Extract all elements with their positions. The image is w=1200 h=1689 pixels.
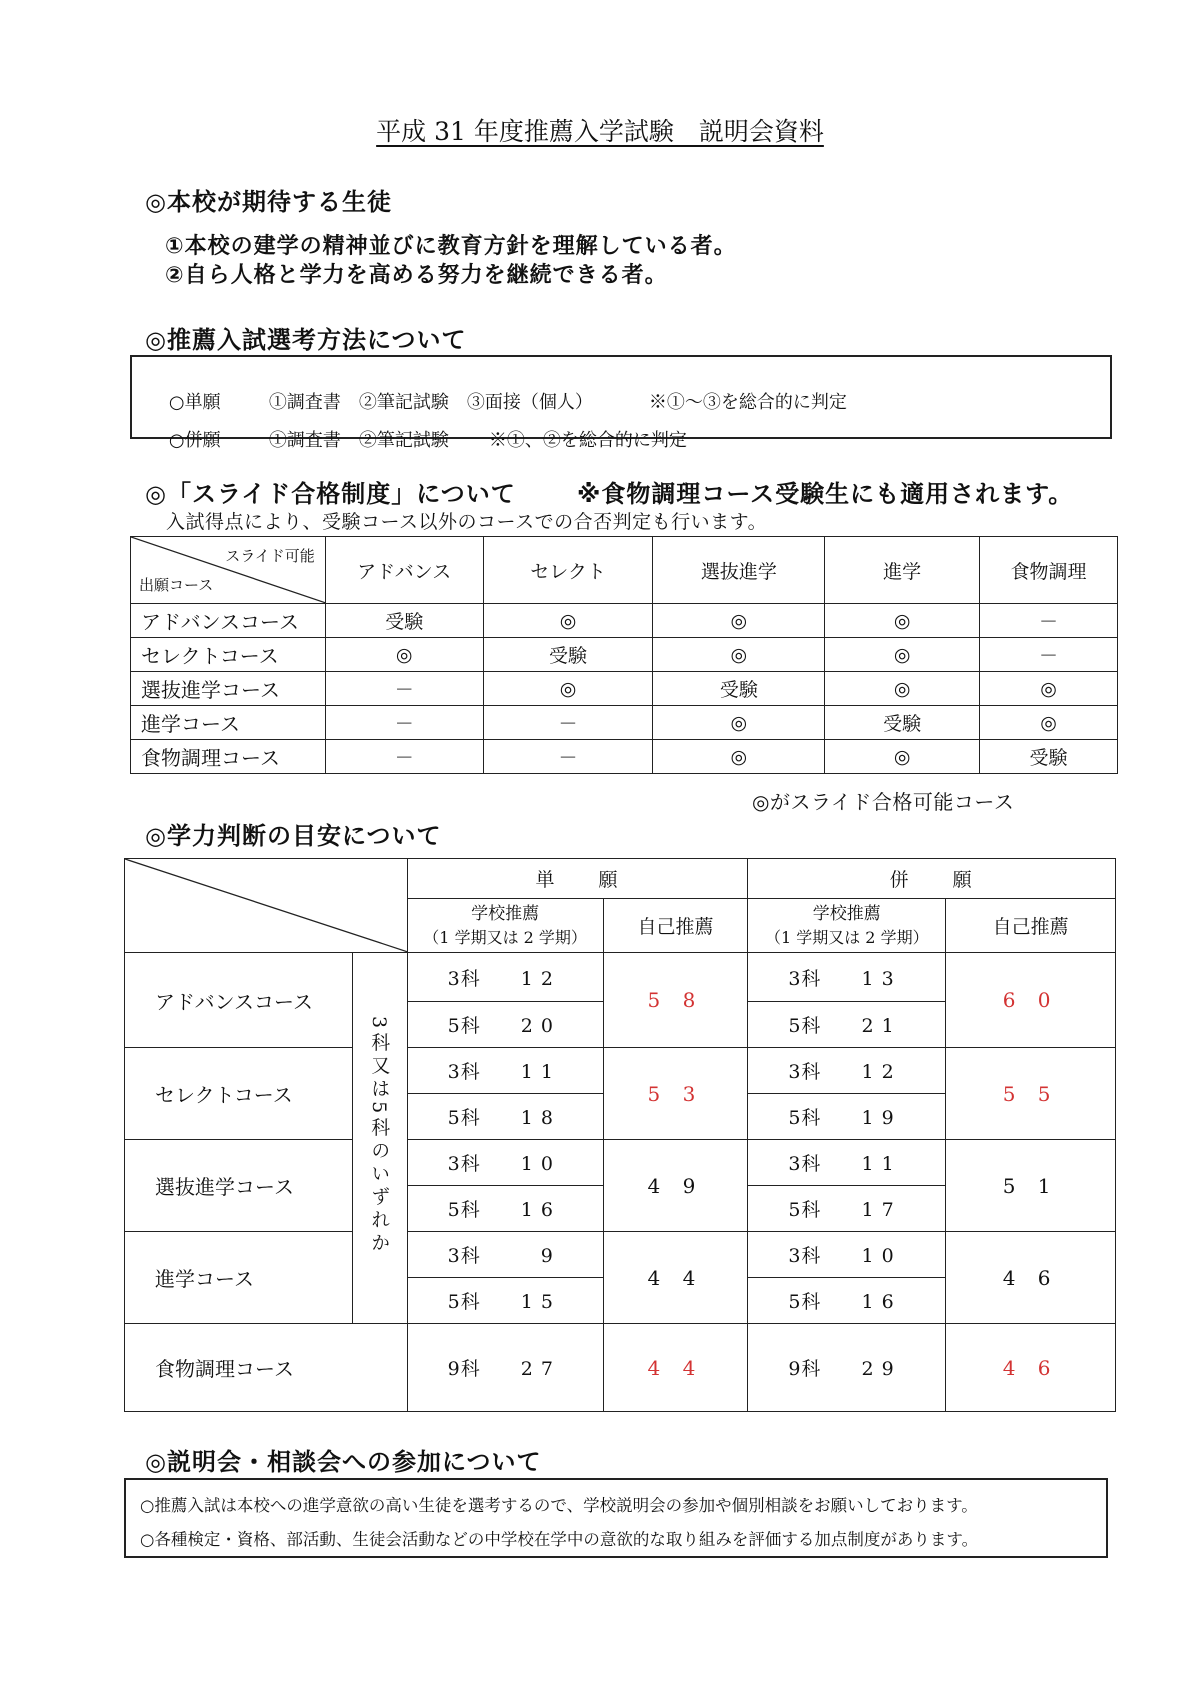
score-cell: 5科 1 8 — [407, 1094, 603, 1140]
slide-description: 入試得点により、受験コース以外のコースでの合否判定も行います。 — [166, 511, 768, 533]
school-rec-term: （1 学期又は 2 学期） — [764, 927, 929, 947]
score-course-label: セレクトコース — [125, 1048, 353, 1140]
method-items: ①調査書 ②筆記試験 ③面接（個人） — [268, 392, 593, 413]
slide-corner-cell — [131, 537, 326, 604]
score-cell: 3科 1 3 — [748, 953, 946, 1002]
self-score: 5 3 — [603, 1048, 748, 1140]
slide-row-label: セレクトコース — [131, 638, 326, 672]
score-cell: 3科 1 2 — [407, 953, 603, 1002]
school-rec-header — [748, 899, 946, 953]
slide-row-label: 食物調理コース — [131, 740, 326, 774]
table-row — [131, 740, 1118, 774]
table-row — [125, 1324, 1116, 1412]
method-type: ○単願 — [168, 392, 221, 413]
slide-cell: ◎ — [980, 706, 1118, 740]
slide-cell: ◎ — [325, 638, 483, 672]
method-items: ①調査書 ②筆記試験 — [268, 430, 449, 451]
slide-cell: ◎ — [825, 672, 980, 706]
slide-cell: － — [980, 638, 1118, 672]
slide-heading-note: ※食物調理コース受験生にも適用されます。 — [577, 480, 1074, 508]
slide-cell: ◎ — [653, 604, 825, 638]
corner-top-label: スライド可能 — [225, 547, 315, 565]
slide-row-label: 選抜進学コース — [131, 672, 326, 706]
score-cell: 3科 1 0 — [748, 1232, 946, 1278]
score-cell: 5科 1 9 — [748, 1094, 946, 1140]
slide-cell: ◎ — [483, 672, 653, 706]
slide-footnote: ◎がスライド合格可能コース — [752, 790, 1015, 814]
self-score: 4 6 — [946, 1324, 1116, 1412]
self-score: 4 4 — [603, 1232, 748, 1324]
method-box — [130, 355, 1112, 451]
score-cell: 3科 1 1 — [748, 1140, 946, 1186]
score-cell: 5科 2 1 — [748, 1002, 946, 1048]
table-row — [125, 953, 1116, 1002]
slide-cell: 受験 — [980, 740, 1118, 774]
expected-heading: ◎本校が期待する生徒 — [145, 188, 392, 216]
school-rec-header — [407, 899, 603, 953]
diagonal-line — [125, 859, 408, 952]
score-course-label: 食物調理コース — [125, 1324, 408, 1412]
table-row — [131, 706, 1118, 740]
info-line: ○各種検定・資格、部活動、生徒会活動などの中学校在学中の意欲的な取り組みを評価する加点制度があります。 — [140, 1530, 979, 1549]
score-cell: 3科 1 2 — [748, 1048, 946, 1094]
table-row — [125, 1048, 1116, 1094]
self-score: 4 4 — [603, 1324, 748, 1412]
score-cell: 5科 2 0 — [407, 1002, 603, 1048]
scores-table — [124, 858, 1116, 1412]
self-score: 4 9 — [603, 1140, 748, 1232]
slide-cell: ◎ — [825, 740, 980, 774]
method-type: ○併願 — [168, 430, 221, 451]
score-cell: 3科 1 0 — [407, 1140, 603, 1186]
method-note: ※①、②を総合的に判定 — [488, 430, 687, 451]
page-title: 平成 31 年度推薦入学試験 説明会資料 — [376, 117, 824, 146]
school-rec-term: （1 学期又は 2 学期） — [423, 927, 587, 947]
score-course-label: 選抜進学コース — [125, 1140, 353, 1232]
slide-col-header: アドバンス — [325, 537, 483, 604]
score-cell: 5科 1 7 — [748, 1186, 946, 1232]
score-course-label: アドバンスコース — [125, 953, 353, 1048]
score-cell: 3科 1 1 — [407, 1048, 603, 1094]
slide-cell: ◎ — [483, 604, 653, 638]
score-cell: 5科 1 6 — [407, 1186, 603, 1232]
self-rec-header: 自己推薦 — [946, 899, 1116, 953]
self-rec-header: 自己推薦 — [603, 899, 748, 953]
score-cell: 9科 2 9 — [748, 1324, 946, 1412]
slide-cell: 受験 — [325, 604, 483, 638]
slide-col-header: 食物調理 — [980, 537, 1118, 604]
slide-row-label: 進学コース — [131, 706, 326, 740]
self-score: 6 0 — [946, 953, 1116, 1048]
scores-corner-cell — [125, 859, 408, 953]
method-heading: ◎推薦入試選考方法について — [145, 326, 467, 354]
slide-cell: － — [483, 706, 653, 740]
slide-cell: ◎ — [653, 740, 825, 774]
slide-cell: － — [483, 740, 653, 774]
slide-cell: － — [325, 740, 483, 774]
method-row — [146, 405, 687, 473]
slide-cell: 受験 — [825, 706, 980, 740]
self-score: 4 6 — [946, 1232, 1116, 1324]
slide-cell: － — [325, 672, 483, 706]
score-cell: 5科 1 5 — [407, 1278, 603, 1324]
single-header: 単 願 — [407, 859, 748, 899]
slide-cell: ◎ — [825, 604, 980, 638]
slide-col-header: 選抜進学 — [653, 537, 825, 604]
self-score: 5 5 — [946, 1048, 1116, 1140]
score-course-label: 進学コース — [125, 1232, 353, 1324]
slide-cell: 受験 — [483, 638, 653, 672]
school-rec-label: 学校推薦 — [812, 903, 881, 924]
vertical-note: 3科又は5科のいずれか — [368, 1015, 391, 1256]
slide-col-header: セレクト — [483, 537, 653, 604]
expected-item: ①本校の建学の精神並びに教育方針を理解している者。 — [165, 234, 737, 259]
slide-col-header: 進学 — [825, 537, 980, 604]
table-row — [131, 672, 1118, 706]
slide-cell: ◎ — [980, 672, 1118, 706]
slide-cell: － — [980, 604, 1118, 638]
slide-cell: ◎ — [653, 638, 825, 672]
table-row — [125, 1140, 1116, 1186]
slide-cell: ◎ — [653, 706, 825, 740]
info-heading: ◎説明会・相談会への参加について — [145, 1448, 542, 1476]
info-box — [124, 1478, 1108, 1558]
slide-table — [130, 536, 1118, 774]
scores-heading: ◎学力判断の目安について — [145, 822, 442, 850]
slide-cell: 受験 — [653, 672, 825, 706]
combined-header: 併 願 — [748, 859, 1116, 899]
score-cell: 5科 1 6 — [748, 1278, 946, 1324]
slide-cell: ◎ — [825, 638, 980, 672]
self-score: 5 1 — [946, 1140, 1116, 1232]
table-row — [131, 638, 1118, 672]
corner-bottom-label: 出願コース — [139, 576, 214, 594]
score-cell: 3科 9 — [407, 1232, 603, 1278]
slide-cell: － — [325, 706, 483, 740]
score-cell: 9科 2 7 — [407, 1324, 603, 1412]
slide-row-label: アドバンスコース — [131, 604, 326, 638]
slide-heading: ◎「スライド合格制度」について — [145, 480, 516, 508]
table-row — [125, 1232, 1116, 1278]
school-rec-label: 学校推薦 — [471, 903, 540, 924]
table-row — [131, 604, 1118, 638]
method-note: ※①～③を総合的に判定 — [648, 392, 847, 413]
expected-item: ②自ら人格と学力を高める努力を継続できる者。 — [165, 263, 668, 288]
vertical-note-cell — [352, 953, 407, 1324]
info-line: ○推薦入試は本校への進学意欲の高い生徒を選考するので、学校説明会の参加や個別相談をお願いしております。 — [140, 1496, 978, 1515]
self-score: 5 8 — [603, 953, 748, 1048]
